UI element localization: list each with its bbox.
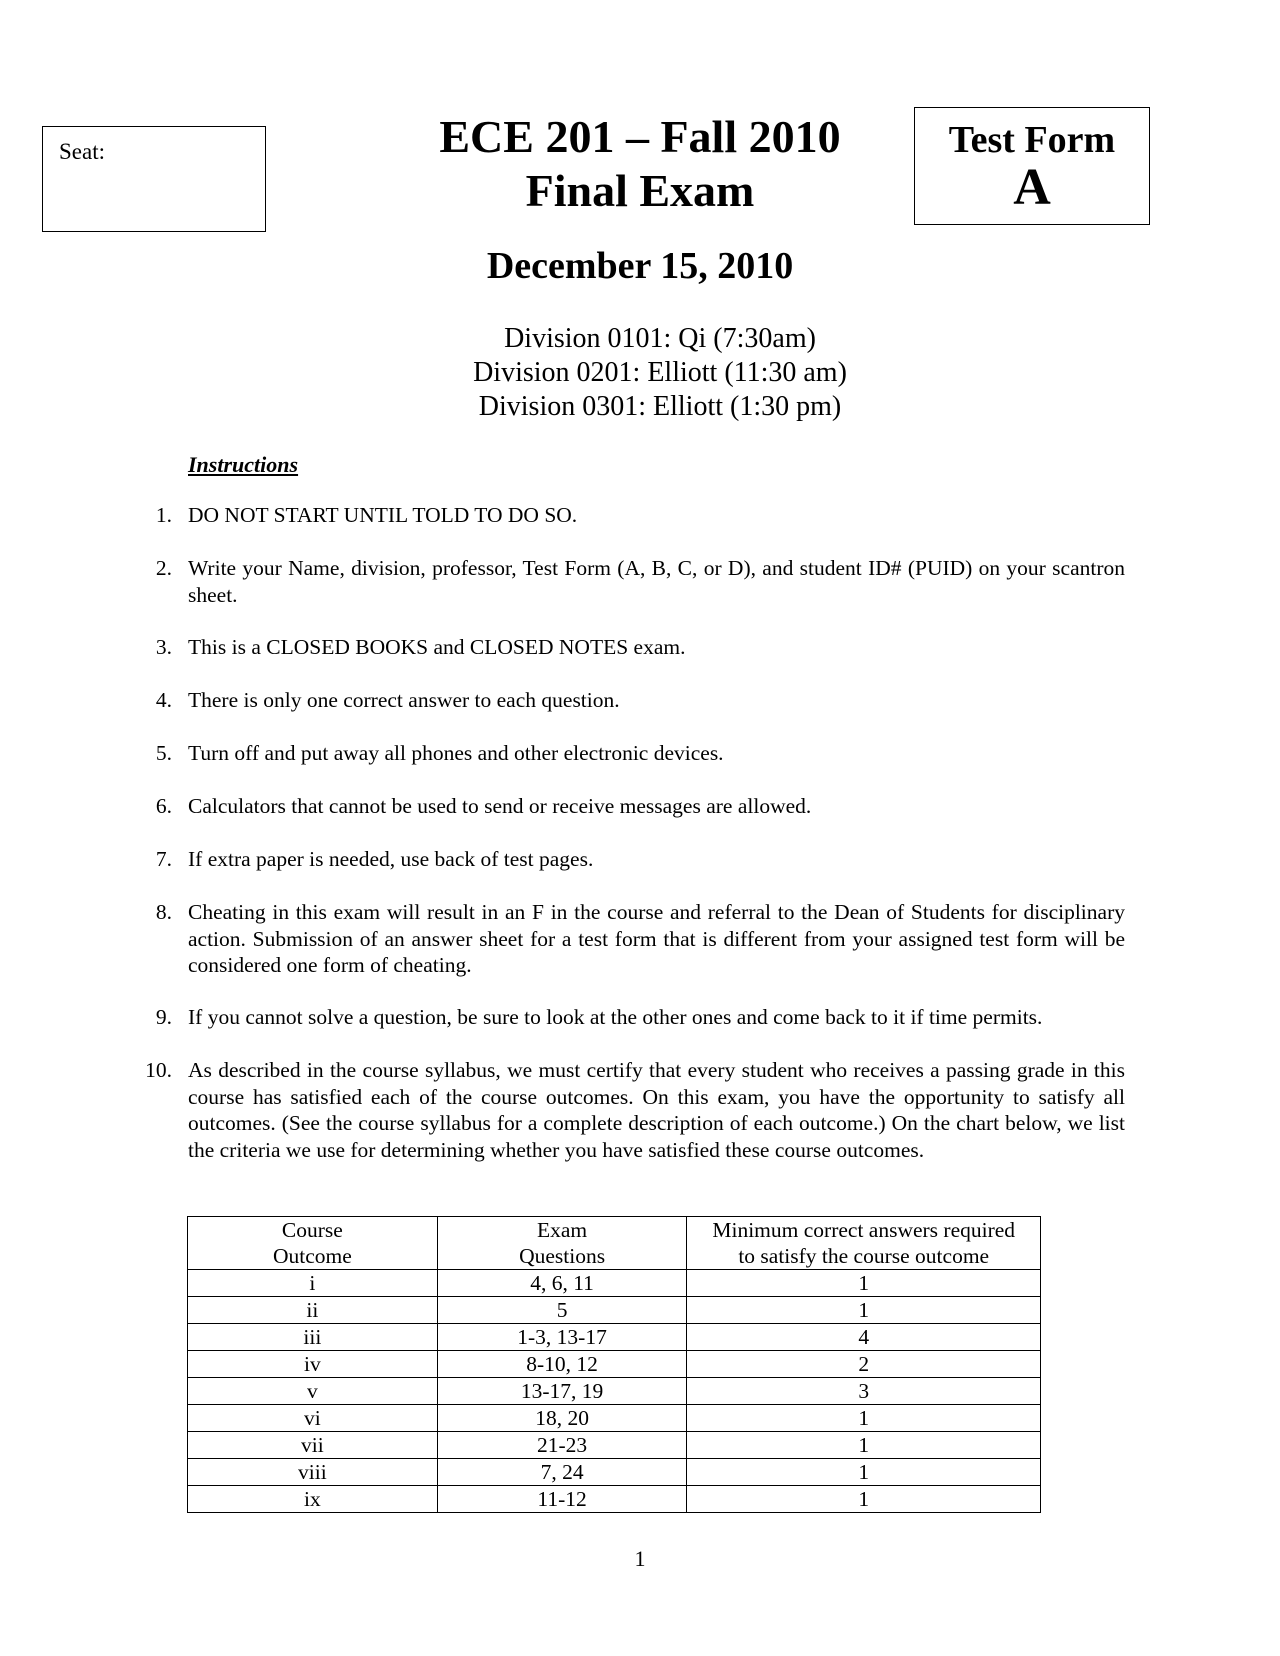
instructions-heading: Instructions	[188, 452, 299, 477]
questions-cell: 13-17, 19	[437, 1378, 687, 1405]
outcome-cell: iii	[188, 1324, 438, 1351]
instruction-number: 10.	[145, 1058, 172, 1082]
outcome-cell: v	[188, 1378, 438, 1405]
outcome-cell: ix	[188, 1486, 438, 1513]
header-minimum-correct	[687, 1217, 1041, 1270]
instruction-number: 8.	[155, 900, 172, 924]
page-number: 1	[634, 1546, 646, 1571]
instruction-number: 5.	[155, 741, 172, 765]
instruction-text: If you cannot solve a question, be sure to look at the other ones and come back to it if time permits.	[188, 1005, 1043, 1029]
minimum-cell: 3	[687, 1378, 1041, 1405]
instruction-item	[140, 740, 1125, 767]
instruction-item	[140, 687, 1125, 714]
questions-cell: 5	[437, 1297, 687, 1324]
header-text: Outcome	[272, 1244, 352, 1268]
minimum-cell: 4	[687, 1324, 1041, 1351]
exam-title-course: ECE 201 – Fall 2010	[439, 111, 841, 162]
table-header-row	[188, 1217, 1041, 1270]
table-row	[188, 1351, 1041, 1378]
test-form-box	[914, 107, 1150, 225]
instruction-number: 3.	[155, 635, 172, 659]
instruction-number: 1.	[155, 503, 172, 527]
minimum-cell: 2	[687, 1351, 1041, 1378]
instruction-item	[140, 1004, 1125, 1031]
outcome-cell: i	[188, 1270, 438, 1297]
instruction-number: 9.	[155, 1005, 172, 1029]
questions-cell: 4, 6, 11	[437, 1270, 687, 1297]
header-text: to satisfy the course outcome	[738, 1244, 990, 1268]
table-row	[188, 1378, 1041, 1405]
instruction-number: 4.	[155, 688, 172, 712]
division-line: Division 0201: Elliott (11:30 am)	[473, 357, 847, 388]
questions-cell: 8-10, 12	[437, 1351, 687, 1378]
outcome-cell: vii	[188, 1432, 438, 1459]
table-row	[188, 1486, 1041, 1513]
minimum-cell: 1	[687, 1486, 1041, 1513]
header-text: Questions	[519, 1244, 606, 1268]
instruction-number: 2.	[155, 556, 172, 580]
division-list	[340, 322, 980, 424]
division-line: Division 0301: Elliott (1:30 pm)	[478, 391, 842, 422]
questions-cell: 18, 20	[437, 1405, 687, 1432]
questions-cell: 11-12	[437, 1486, 687, 1513]
instruction-text: Write your Name, division, professor, Test Form (A, B, C, or D), and student ID# (PUID) on your scantron sheet.	[188, 556, 1125, 607]
instruction-text: Calculators that cannot be used to send or receive messages are allowed.	[188, 794, 812, 818]
outcome-table	[187, 1216, 1041, 1513]
instruction-number: 7.	[155, 847, 172, 871]
exam-title	[380, 110, 900, 218]
instruction-item	[140, 899, 1125, 979]
instruction-text: This is a CLOSED BOOKS and CLOSED NOTES exam.	[188, 635, 686, 659]
header-exam-questions	[437, 1217, 687, 1270]
instruction-item	[140, 502, 1125, 529]
test-form-letter: A	[1013, 159, 1051, 216]
division-line: Division 0101: Qi (7:30am)	[504, 323, 816, 354]
outcome-cell: iv	[188, 1351, 438, 1378]
minimum-cell: 1	[687, 1459, 1041, 1486]
exam-date: December 15, 2010	[486, 245, 794, 287]
questions-cell: 1-3, 13-17	[437, 1324, 687, 1351]
minimum-cell: 1	[687, 1270, 1041, 1297]
test-form-label: Test Form	[948, 119, 1116, 161]
instruction-text: As described in the course syllabus, we must certify that every student who receives a passing grade in this course has satisfied each of the course outcomes. On this exam, you have the opportunity to satisfy all outcomes. (See the course syllabus for a complete description of each outcome.) On the chart below, we list the criteria we use for determining whether you have satisfied these course outcomes.	[188, 1058, 1125, 1162]
instruction-item	[140, 555, 1125, 608]
table-row	[188, 1297, 1041, 1324]
questions-cell: 21-23	[437, 1432, 687, 1459]
instruction-text: There is only one correct answer to each question.	[188, 688, 620, 712]
minimum-cell: 1	[687, 1297, 1041, 1324]
instruction-text: If extra paper is needed, use back of test pages.	[188, 847, 594, 871]
seat-label: Seat:	[59, 139, 105, 164]
instruction-text: Turn off and put away all phones and other electronic devices.	[188, 741, 724, 765]
minimum-cell: 1	[687, 1405, 1041, 1432]
header-text: Exam	[536, 1218, 588, 1242]
outcome-cell: viii	[188, 1459, 438, 1486]
instruction-item	[140, 1057, 1125, 1163]
instruction-text: Cheating in this exam will result in an F in the course and referral to the Dean of Students for disciplinary action. Submission of an answer sheet for a test form that is different from your assigned test form will be considered one form of cheating.	[188, 900, 1125, 977]
seat-box	[42, 126, 266, 232]
header-course-outcome	[188, 1217, 438, 1270]
table-row	[188, 1405, 1041, 1432]
header-text: Minimum correct answers required	[712, 1218, 1016, 1242]
header-text: Course	[281, 1218, 343, 1242]
instruction-item	[140, 634, 1125, 661]
exam-title-name: Final Exam	[525, 165, 755, 216]
outcome-cell: vi	[188, 1405, 438, 1432]
instruction-text: DO NOT START UNTIL TOLD TO DO SO.	[188, 503, 578, 527]
table-row	[188, 1324, 1041, 1351]
instruction-item	[140, 846, 1125, 873]
table-row	[188, 1270, 1041, 1297]
instruction-number: 6.	[155, 794, 172, 818]
table-row	[188, 1432, 1041, 1459]
minimum-cell: 1	[687, 1432, 1041, 1459]
outcome-cell: ii	[188, 1297, 438, 1324]
table-row	[188, 1459, 1041, 1486]
questions-cell: 7, 24	[437, 1459, 687, 1486]
instruction-item	[140, 793, 1125, 820]
